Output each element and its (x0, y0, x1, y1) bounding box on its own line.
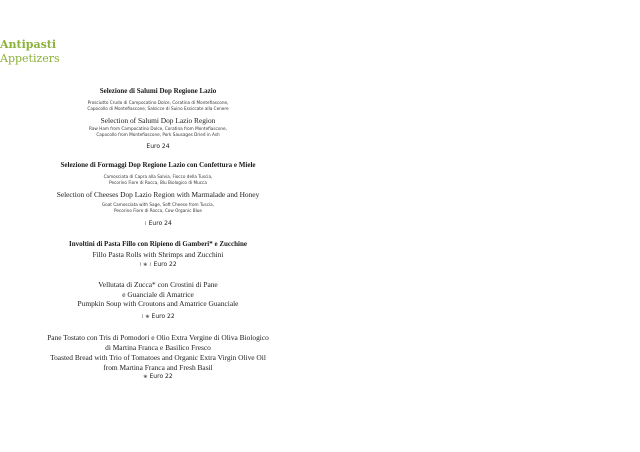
item-3-price-line (0, 261, 316, 268)
item-5-title-it-2: di Martina Franca e Basilico Fresco (105, 343, 211, 352)
item-3-title-en: Fillo Pasta Rolls with Shrimps and Zucchini (92, 250, 224, 259)
item-1-title-it: Selezione di Salumi Dop Regione Lazio (99, 87, 217, 95)
item-4-title-it-2: e Guanciale di Amatrice (122, 290, 194, 299)
item-2-desc-en-1: Goat Camosciata with Sage, Soft Cheese from Tuscia, (101, 202, 215, 207)
item-2-price: Euro 24 (148, 220, 172, 227)
allergen-icon: ⌇ (144, 221, 147, 227)
item-2-title-en: Selection of Cheeses Dop Lazio Region with Marmalade and Honey (56, 190, 260, 199)
section-title-italian: Antipasti (0, 38, 57, 51)
item-2-price-line (0, 220, 316, 227)
item-5-price-line (0, 373, 316, 380)
item-1-desc-it-2: Capocollo di Montefiascone, Salsicce di Suino Essiccate alla Cenere (87, 106, 229, 111)
item-1-desc-it-1: Prosciutto Crudo di Campocatino Dolce, Coratina di Montefiascone, (87, 100, 229, 105)
item-1-title-en: Selection of Salumi Dop Lazio Region (100, 116, 216, 125)
allergen-icon: ❀ (143, 374, 148, 380)
item-5-title-en-1: Toasted Bread with Trio of Tomatoes and Organic Extra Virgin Olive Oil (50, 353, 266, 362)
item-2-title-it: Selezione di Formaggi Dop Regione Lazio con Confettura e Miele (60, 161, 256, 169)
item-3-title-it: Involtini di Pasta Fillo con Ripieno di Gamberi* e Zucchine (69, 240, 247, 248)
item-5-title-en-2: from Martina Franca and Fresh Basil (103, 363, 213, 372)
item-4-title-it-1: Vellutata di Zucca* con Crostini di Pane (98, 280, 218, 289)
item-1-desc-en-1: Raw Ham from Campocatino Dolce, Coratina from Montefiascone, (89, 126, 227, 131)
item-2-desc-en-2: Pecorino Fiore di Rocca, Cow Organic Blue (113, 208, 202, 213)
item-1-price: Euro 24 (146, 143, 170, 150)
item-2-desc-it-1: Camosciata di Capra alla Salvia, Fiocco della Tuscia, (103, 174, 213, 179)
item-5-price: Euro 22 (149, 373, 173, 380)
item-4-title-en: Pumpkin Soup with Croutons and Amatrice Guanciale (77, 299, 239, 308)
item-4-price-line (0, 313, 316, 320)
allergen-icon: ⌇ ❀ ⌇ (139, 262, 152, 268)
item-1-desc-en-2: Capocollo from Montefiascone, Pork Sausages Dried in Ash (96, 132, 220, 137)
item-4-price: Euro 22 (151, 313, 175, 320)
allergen-icon: ⌇ ❀ (141, 314, 150, 320)
section-title-english: Appetizers (0, 52, 60, 65)
item-5-title-it-1: Pane Tostato con Tris di Pomodori e Olio Extra Vergine di Oliva Biologico (47, 333, 269, 342)
item-2-desc-it-2: Pecorino Fiore di Rocca, Blu Biologico di Mucca (109, 180, 207, 185)
item-3-price: Euro 22 (153, 261, 177, 268)
